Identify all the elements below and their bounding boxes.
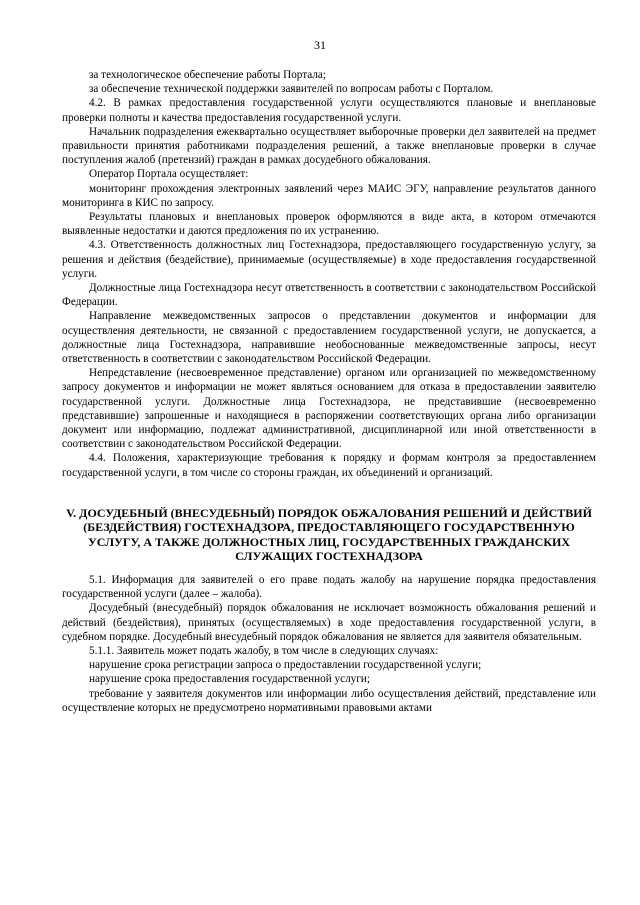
paragraph: 5.1. Информация для заявителей о его праве подать жалобу на нарушение порядка предоставления государственной услуги (далее – жалоба). — [62, 573, 596, 601]
paragraph: мониторинг прохождения электронных заявлений через МАИС ЭГУ, направление результатов данного мониторинга в КИС по запросу. — [62, 182, 596, 209]
paragraph: нарушение срока предоставления государственной услуги; — [89, 673, 370, 686]
paragraph: Начальник подразделения ежеквартально осуществляет выборочные проверки дел заявителей на предмет правильности принятия работниками подразделения решений, а также внеплановые проверки в случае поступления жалоб (претензий) граждан в рамках досудебного обжалования. — [62, 125, 596, 167]
paragraph: Досудебный (внесудебный) порядок обжалования не исключает возможность обжалования решений и действий (бездействия), принятых (осуществляемых) в ходе предоставления государственной услуги, в судебном порядке. Досудебный внесудебный порядок обжалования не является для заявителя обязательным. — [62, 602, 596, 643]
document-body — [62, 68, 596, 715]
section-heading: V. ДОСУДЕБНЫЙ (ВНЕСУДЕБНЫЙ) ПОРЯДОК ОБЖАЛОВАНИЯ РЕШЕНИЙ И ДЕЙСТВИЙ (БЕЗДЕЙСТВИЯ) ГОСТЕХНАДЗОРА, ПРЕДОСТАВЛЯЮЩЕГО ГОСУДАРСТВЕННУЮ УСЛУГУ, А ТАКЖЕ ДОЛЖНОСТНЫХ ЛИЦ, ГОСУДАРСТВЕННЫХ ГРАЖДАНСКИХ СЛУЖАЩИХ ГОСТЕХНАДЗОРА — [66, 505, 592, 564]
paragraph: Результаты плановых и внеплановых проверок оформляются в виде акта, в котором отмечаются выявленные недостатки и даются предложения по их устранению. — [62, 211, 596, 238]
paragraph: Оператор Портала осуществляет: — [89, 168, 249, 181]
paragraph: Направление межведомственных запросов о представлении документов и информации для осуществления деятельности, не связанной с предоставлением государственной услуги, не допускается, а должностные лица Гостехнадзора, направившие необоснованные межведомственные запросы, несут ответственность в соответствии с законодательством Российской Федерации. — [62, 310, 596, 366]
paragraph: 5.1.1. Заявитель может подать жалобу, в том числе в следующих случаях: — [89, 644, 439, 657]
paragraph: требование у заявителя документов или информации либо осуществления действий, представление или осуществление которых не предусмотрено нормативными правовыми актами — [62, 687, 596, 714]
paragraph: 4.2. В рамках предоставления государственной услуги осуществляются плановые и внеплановые проверки полноты и качества предоставления государственной услуги. — [62, 97, 596, 124]
paragraph: за обеспечение технической поддержки заявителей по вопросам работы с Порталом. — [89, 83, 494, 96]
page-number: 31 — [314, 38, 326, 52]
paragraph: Должностные лица Гостехнадзора несут ответственность в соответствии с законодательством Российской Федерации. — [62, 282, 596, 309]
paragraph: нарушение срока регистрации запроса о предоставлении государственной услуги; — [89, 659, 482, 672]
paragraph: за технологическое обеспечение работы Портала; — [89, 69, 326, 81]
paragraph: 4.4. Положения, характеризующие требования к порядку и формам контроля за предоставлением государственной услуги, в том числе со стороны граждан, их объединений и организаций. — [62, 452, 596, 479]
paragraph: 4.3. Ответственность должностных лиц Гостехнадзора, предоставляющего государственную услугу, за решения и действия (бездействие), принимаемые (осуществляемые) в ходе предоставления государственной услуги. — [62, 239, 596, 280]
paragraph: Непредставление (несвоевременное представление) органом или организацией по межведомственному запросу документов и информации не может являться основанием для отказа в предоставлении заявителю государственной услуги. Должностные лица Гостехнадзора, не представившие (несвоевременно представившие) запрошенные и находящиеся в распоряжении соответствующих органа либо организации документ или информацию, подлежат административной, дисциплинарной или иной ответственности в соответствии с законодательством Российской Федерации. — [62, 367, 596, 451]
